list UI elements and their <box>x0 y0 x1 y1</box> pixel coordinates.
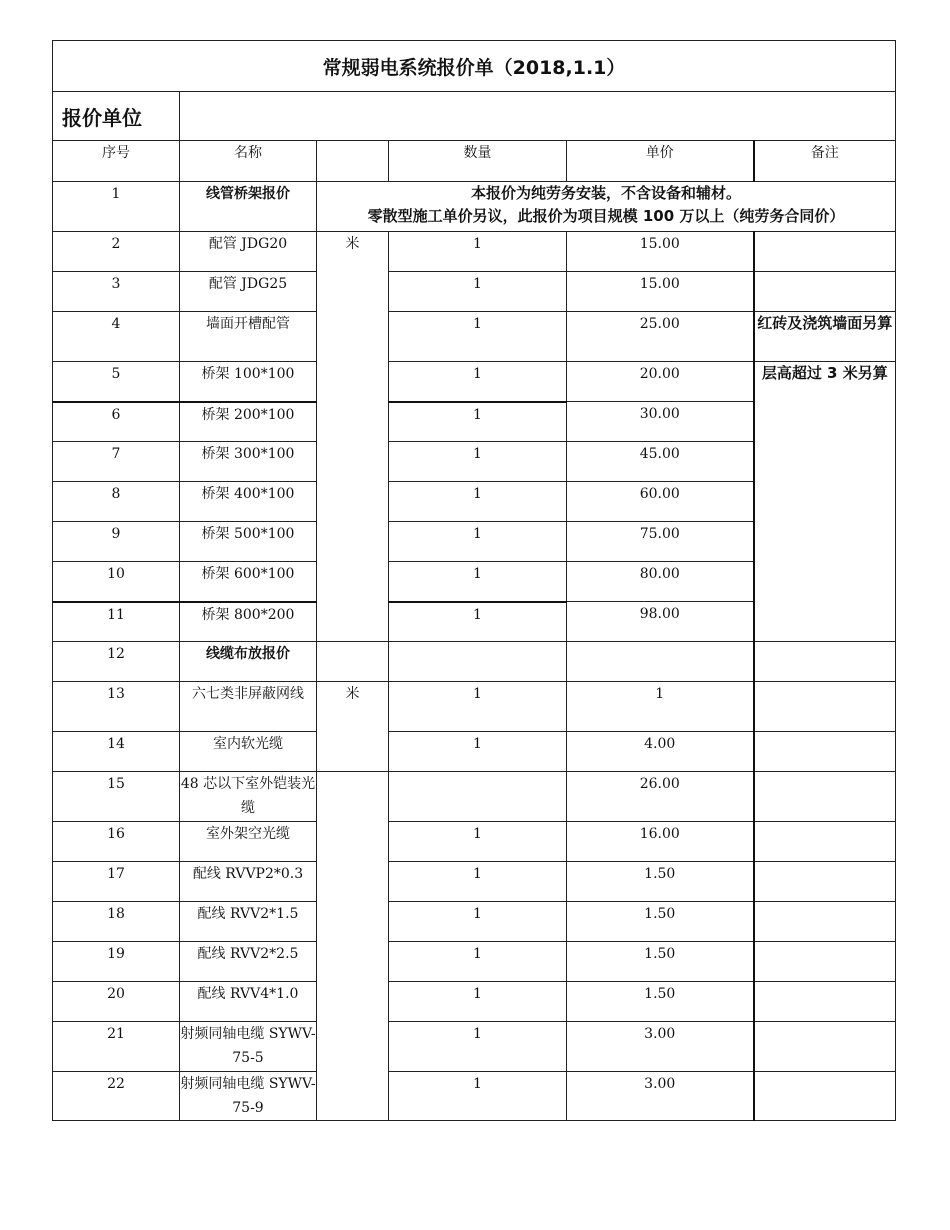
row-no: 1 <box>53 182 180 232</box>
row-qty: 1 <box>389 862 567 902</box>
row-remark <box>754 772 896 822</box>
row-no: 9 <box>53 522 180 562</box>
row-name: 桥架 800*200 <box>180 602 317 642</box>
header-row <box>53 141 896 182</box>
row-no: 17 <box>53 862 180 902</box>
row-qty: 1 <box>389 482 567 522</box>
row-price: 80.00 <box>567 562 754 602</box>
row-remark <box>754 982 896 1022</box>
row-price: 20.00 <box>567 362 754 402</box>
row-remark <box>754 822 896 862</box>
row-no: 3 <box>53 272 180 312</box>
row-qty: 1 <box>389 902 567 942</box>
row-unit <box>317 642 389 682</box>
row-qty: 1 <box>389 1072 567 1121</box>
section-note-line2: 零散型施工单价另议，此报价为项目规模 100 万以上（纯劳务合同价） <box>367 207 845 225</box>
table-row <box>53 642 896 682</box>
quote-unit-label: 报价单位 <box>53 92 180 141</box>
row-price <box>567 642 754 682</box>
table-row <box>53 902 896 942</box>
row-qty: 1 <box>389 682 567 732</box>
row-qty: 1 <box>389 942 567 982</box>
row-price: 60.00 <box>567 482 754 522</box>
row-price: 15.00 <box>567 232 754 272</box>
row-price: 1.50 <box>567 902 754 942</box>
row-no: 7 <box>53 442 180 482</box>
table-row <box>53 1072 896 1121</box>
row-no: 4 <box>53 312 180 362</box>
row-name: 桥架 300*100 <box>180 442 317 482</box>
header-price: 单价 <box>567 141 754 182</box>
row-price: 26.00 <box>567 772 754 822</box>
unit-meter-cell: 米 <box>317 682 389 772</box>
table-row <box>53 822 896 862</box>
row-qty: 1 <box>389 562 567 602</box>
row-qty <box>389 772 567 822</box>
row-name: 六七类非屏蔽网线 <box>180 682 317 732</box>
row-name: 室外架空光缆 <box>180 822 317 862</box>
row-name: 射频同轴电缆 SYWV-75-5 <box>180 1022 317 1072</box>
row-name: 射频同轴电缆 SYWV-75-9 <box>180 1072 317 1121</box>
row-name: 桥架 600*100 <box>180 562 317 602</box>
row-name: 室内软光缆 <box>180 732 317 772</box>
row-price: 4.00 <box>567 732 754 772</box>
row-no: 12 <box>53 642 180 682</box>
row-qty: 1 <box>389 982 567 1022</box>
row-price: 45.00 <box>567 442 754 482</box>
row-remark <box>754 272 896 312</box>
table-row <box>53 182 896 232</box>
quote-unit-value <box>180 92 896 141</box>
unit-row <box>53 92 896 141</box>
row-qty: 1 <box>389 522 567 562</box>
remark-floor-height: 层高超过 3 米另算 <box>754 362 896 642</box>
row-qty: 1 <box>389 362 567 402</box>
header-qty: 数量 <box>389 141 567 182</box>
row-qty: 1 <box>389 732 567 772</box>
row-no: 2 <box>53 232 180 272</box>
header-unit <box>317 141 389 182</box>
row-remark <box>754 682 896 732</box>
row-name: 配线 RVVP2*0.3 <box>180 862 317 902</box>
row-remark <box>754 1022 896 1072</box>
row-name: 桥架 200*100 <box>180 402 317 442</box>
row-name: 桥架 500*100 <box>180 522 317 562</box>
section-title-pipe-tray: 线管桥架报价 <box>180 182 317 232</box>
row-remark <box>754 732 896 772</box>
row-no: 11 <box>53 602 180 642</box>
row-no: 16 <box>53 822 180 862</box>
row-no: 6 <box>53 402 180 442</box>
row-qty: 1 <box>389 402 567 442</box>
table-row <box>53 942 896 982</box>
row-no: 13 <box>53 682 180 732</box>
row-remark <box>754 902 896 942</box>
table-row <box>53 982 896 1022</box>
row-price: 3.00 <box>567 1072 754 1121</box>
quotation-table <box>52 40 896 1121</box>
table-row <box>53 682 896 732</box>
row-qty: 1 <box>389 312 567 362</box>
table-row <box>53 732 896 772</box>
row-price: 1.50 <box>567 862 754 902</box>
row-name: 配线 RVV2*2.5 <box>180 942 317 982</box>
header-remark: 备注 <box>754 141 896 182</box>
row-no: 8 <box>53 482 180 522</box>
header-no: 序号 <box>53 141 180 182</box>
title-row <box>53 41 896 92</box>
unit-blank-cell <box>317 772 389 1121</box>
row-price: 3.00 <box>567 1022 754 1072</box>
row-name: 配管 JDG25 <box>180 272 317 312</box>
row-price: 30.00 <box>567 402 754 442</box>
row-no: 21 <box>53 1022 180 1072</box>
table-row <box>53 232 896 272</box>
row-no: 14 <box>53 732 180 772</box>
header-name: 名称 <box>180 141 317 182</box>
row-price: 98.00 <box>567 602 754 642</box>
row-no: 19 <box>53 942 180 982</box>
table-row <box>53 362 896 402</box>
sheet-title: 常规弱电系统报价单（2018,1.1） <box>53 41 896 92</box>
row-name: 48 芯以下室外铠装光缆 <box>180 772 317 822</box>
row-name: 配线 RVV4*1.0 <box>180 982 317 1022</box>
row-remark <box>754 862 896 902</box>
row-name: 配线 RVV2*1.5 <box>180 902 317 942</box>
row-price: 15.00 <box>567 272 754 312</box>
row-no: 5 <box>53 362 180 402</box>
row-price: 1 <box>567 682 754 732</box>
row-no: 15 <box>53 772 180 822</box>
section-note-line1: 本报价为纯劳务安装，不含设备和辅材。 <box>471 184 742 202</box>
row-remark <box>754 942 896 982</box>
row-qty: 1 <box>389 1022 567 1072</box>
row-price: 1.50 <box>567 982 754 1022</box>
table-row <box>53 862 896 902</box>
row-remark <box>754 232 896 272</box>
row-qty: 1 <box>389 442 567 482</box>
table-row <box>53 1022 896 1072</box>
row-name: 桥架 100*100 <box>180 362 317 402</box>
table-row <box>53 312 896 362</box>
table-row <box>53 772 896 822</box>
remark-brick-wall: 红砖及浇筑墙面另算 <box>754 312 896 362</box>
section-title-cabling: 线缆布放报价 <box>180 642 317 682</box>
row-price: 25.00 <box>567 312 754 362</box>
row-qty: 1 <box>389 602 567 642</box>
row-qty <box>389 642 567 682</box>
row-no: 22 <box>53 1072 180 1121</box>
row-name: 配管 JDG20 <box>180 232 317 272</box>
row-no: 10 <box>53 562 180 602</box>
row-price: 16.00 <box>567 822 754 862</box>
row-qty: 1 <box>389 272 567 312</box>
row-qty: 1 <box>389 232 567 272</box>
row-price: 75.00 <box>567 522 754 562</box>
row-remark <box>754 1072 896 1121</box>
row-no: 20 <box>53 982 180 1022</box>
row-name: 桥架 400*100 <box>180 482 317 522</box>
row-qty: 1 <box>389 822 567 862</box>
row-no: 18 <box>53 902 180 942</box>
section-note <box>317 182 896 232</box>
unit-meter-cell: 米 <box>317 232 389 642</box>
row-price: 1.50 <box>567 942 754 982</box>
row-remark <box>754 642 896 682</box>
row-name: 墙面开槽配管 <box>180 312 317 362</box>
table-row <box>53 272 896 312</box>
